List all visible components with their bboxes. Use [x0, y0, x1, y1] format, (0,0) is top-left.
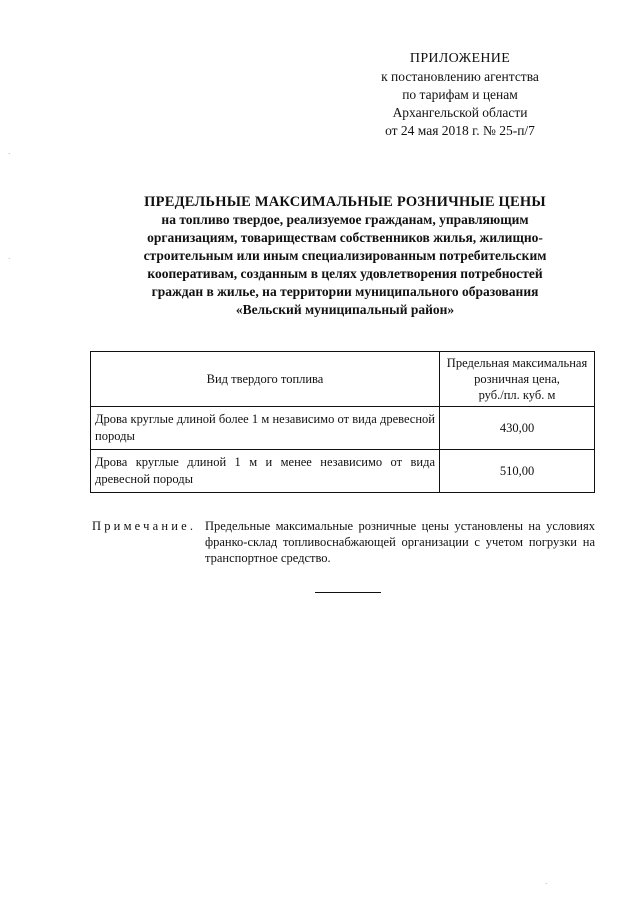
scan-speck: ·: [545, 880, 548, 888]
title-line: организациям, товариществам собственников жилья, жилищно-: [147, 230, 543, 245]
appendix-heading: ПРИЛОЖЕНИЕ: [409, 51, 511, 66]
title-main: ПРЕДЕЛЬНЫЕ МАКСИМАЛЬНЫЕ РОЗНИЧНЫЕ ЦЕНЫ: [144, 194, 546, 210]
header-price: [440, 352, 595, 407]
note-label: Примечание.: [92, 519, 197, 533]
appendix-line: к постановлению агентства: [381, 69, 539, 84]
header-fuel-type: Вид твердого топлива: [91, 352, 440, 407]
table-header-row: [91, 352, 595, 407]
appendix-block: [360, 50, 560, 140]
fuel-description: Дрова круглые длиной более 1 м независимо от вида древесной породы: [91, 407, 440, 450]
title-line: строительным или иным специализированным потребительским: [143, 248, 547, 263]
note-text: Предельные максимальные розничные цены установлены на условиях франко-склад топливоснабжающей организации с учетом погрузки на транспортное средство.: [205, 519, 595, 565]
title-line: кооперативам, созданным в целях удовлетворения потребностей: [147, 266, 543, 281]
table-row: [91, 407, 595, 450]
header-price-line: руб./пл. куб. м: [478, 388, 556, 402]
header-price-line: Предельная максимальная: [446, 356, 588, 370]
header-price-line: розничная цена,: [474, 372, 560, 386]
fuel-description: Дрова круглые длиной 1 м и менее независимо от вида древесной породы: [91, 450, 440, 493]
document-title: [95, 193, 595, 319]
appendix-line: от 24 мая 2018 г. № 25-п/7: [385, 123, 535, 138]
scan-speck: ·: [8, 150, 11, 158]
title-line: граждан в жилье, на территории муниципального образования: [151, 284, 539, 299]
price-table: [90, 351, 595, 493]
appendix-line: Архангельской области: [392, 105, 528, 120]
title-line: на топливо твердое, реализуемое гражданам, управляющим: [161, 212, 529, 227]
fuel-price: 430,00: [440, 407, 595, 450]
title-line: «Вельский муниципальный район»: [235, 302, 455, 317]
closing-rule: [315, 592, 381, 593]
table-row: [91, 450, 595, 493]
fuel-price: 510,00: [440, 450, 595, 493]
scan-speck: ·: [8, 255, 11, 263]
appendix-line: по тарифам и ценам: [402, 87, 518, 102]
